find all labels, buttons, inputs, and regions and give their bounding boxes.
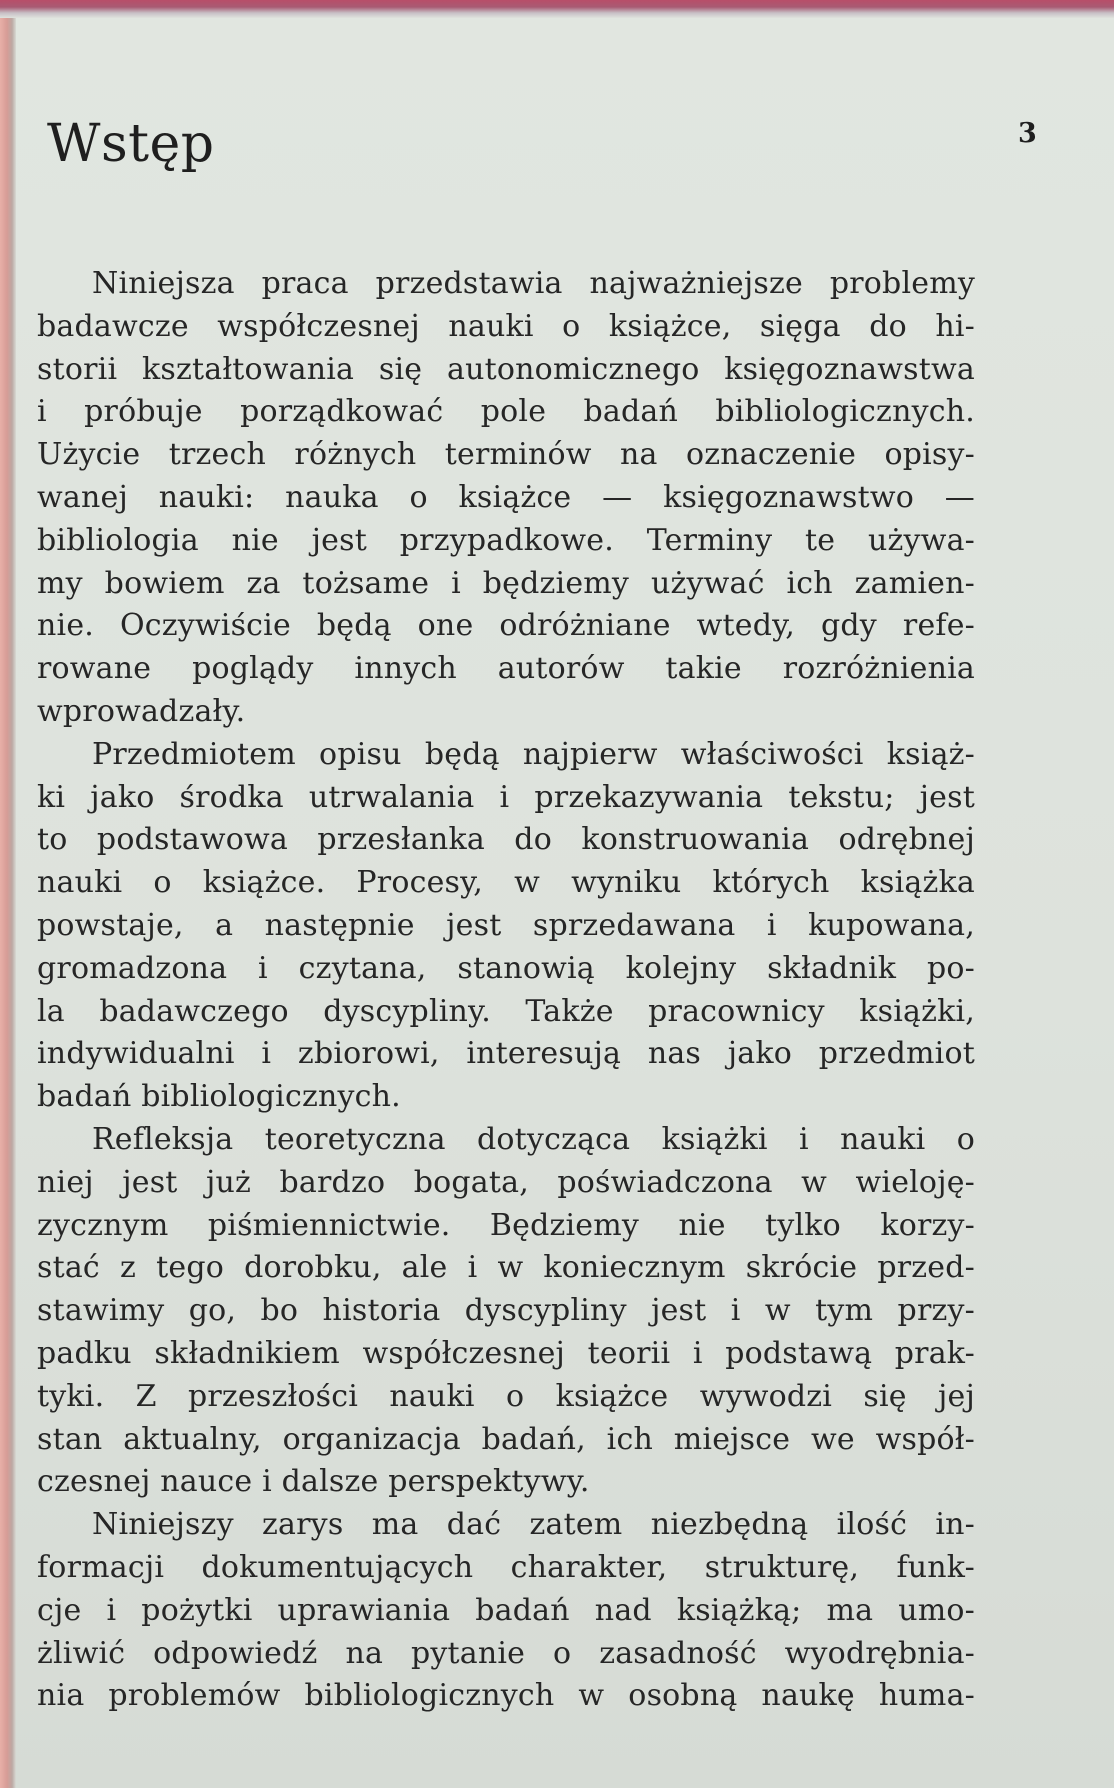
body-text	[37, 263, 975, 1718]
chapter-title: Wstęp	[47, 114, 215, 174]
text-line: czesnej nauce i dalsze perspektywy.	[37, 1464, 590, 1500]
text-line: bibliologia nie jest przypadkowe. Terminy te używa-	[37, 522, 975, 558]
text-line: wanej nauki: nauka o książce — księgoznawstwo —	[37, 479, 975, 515]
text-line: Niniejsza praca przedstawia najważniejsze problemy	[92, 266, 975, 301]
book-cover-edge	[0, 0, 1114, 18]
text-line: stawimy go, bo historia dyscypliny jest i w tym przy-	[37, 1293, 975, 1329]
text-line: nie. Oczywiście będą one odróżniane wtedy, gdy refe-	[37, 608, 975, 644]
text-line: badań bibliologicznych.	[37, 1079, 401, 1115]
text-line: storii kształtowania się autonomicznego księgoznawstwa	[37, 351, 975, 387]
text-line: rowane poglądy innych autorów takie rozróżnienia	[37, 651, 975, 687]
text-line: ki jako środka utrwalania i przekazywania tekstu; jest	[37, 779, 975, 815]
paragraph-3	[37, 1119, 975, 1504]
text-line: my bowiem za tożsame i będziemy używać ich zamien-	[37, 565, 975, 601]
text-line: stać z tego dorobku, ale i w koniecznym skrócie przed-	[37, 1250, 975, 1286]
text-line: niej jest już bardzo bogata, poświadczona w wieloję-	[37, 1164, 975, 1200]
text-line: powstaje, a następnie jest sprzedawana i kupowana,	[37, 907, 975, 943]
text-line: żliwić odpowiedź na pytanie o zasadność wyodrębnia-	[37, 1635, 975, 1671]
paragraph-4	[37, 1504, 975, 1718]
book-page	[16, 18, 1114, 1788]
text-line: cje i pożytki uprawiania badań nad książką; ma umo-	[37, 1592, 975, 1628]
book-spine-edge	[0, 0, 16, 1788]
text-line: Przedmiotem opisu będą najpierw właściwości książ-	[92, 736, 975, 772]
text-line: i próbuje porządkować pole badań bibliologicznych.	[37, 394, 975, 430]
text-line: indywidualni i zbiorowi, interesują nas jako przedmiot	[37, 1036, 975, 1072]
page-number: 3	[1018, 118, 1037, 149]
text-line: zycznym piśmiennictwie. Będziemy nie tylko korzy-	[37, 1207, 975, 1243]
text-line: Użycie trzech różnych terminów na oznaczenie opisy-	[37, 437, 975, 473]
text-line: Niniejszy zarys ma dać zatem niezbędną ilość in-	[92, 1507, 975, 1543]
text-line: padku składnikiem współczesnej teorii i podstawą prak-	[37, 1335, 975, 1371]
text-line: stan aktualny, organizacja badań, ich miejsce we współ-	[37, 1421, 975, 1457]
paragraph-2	[37, 734, 975, 1119]
paragraph-1	[37, 263, 975, 734]
text-line: nia problemów bibliologicznych w osobną naukę huma-	[37, 1678, 975, 1714]
text-line: wprowadzały.	[37, 693, 246, 729]
text-line: la badawczego dyscypliny. Także pracownicy książki,	[37, 993, 975, 1029]
text-line: badawcze współczesnej nauki o książce, sięga do hi-	[37, 308, 975, 344]
text-line: Refleksja teoretyczna dotycząca książki i nauki o	[92, 1121, 975, 1157]
text-line: nauki o książce. Procesy, w wyniku których książka	[37, 865, 975, 901]
text-line: to podstawowa przesłanka do konstruowania odrębnej	[37, 822, 975, 858]
text-line: tyki. Z przeszłości nauki o książce wywodzi się jej	[37, 1378, 975, 1414]
text-line: formacji dokumentujących charakter, strukturę, funk-	[37, 1549, 975, 1585]
text-line: gromadzona i czytana, stanowią kolejny składnik po-	[37, 950, 975, 986]
